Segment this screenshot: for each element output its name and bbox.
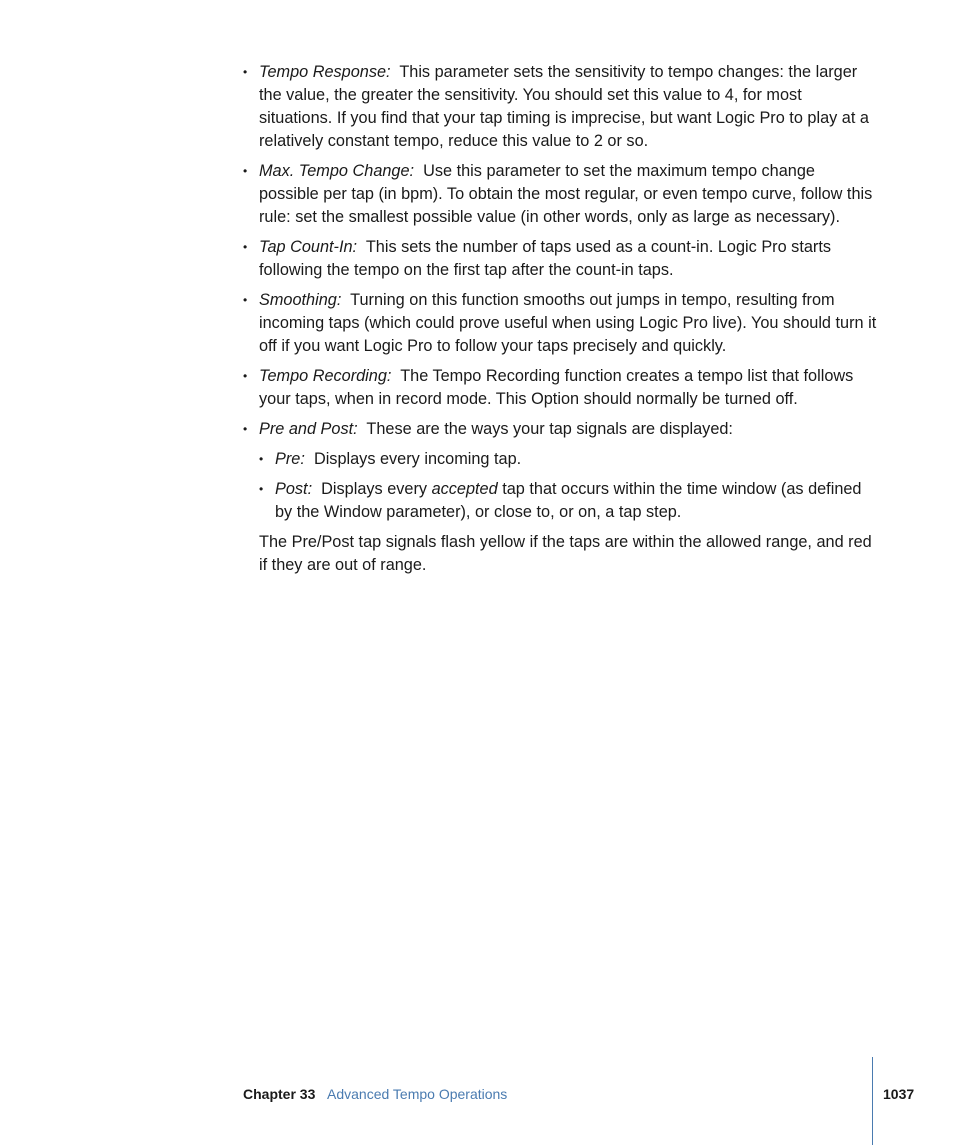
term-description: Use this parameter to set the maximum tempo change possible per tap (in bpm). To obtain the most regular, or even tempo curve, follow this rule: set the smallest possible value (in other words, only as large as necessary). [259, 162, 873, 226]
list-item-tempo-response [243, 61, 879, 153]
term-description: Displays every incoming tap. [313, 450, 522, 468]
term-label: Smoothing: [259, 291, 342, 309]
footer-divider [872, 1057, 873, 1145]
sub-item-post [259, 478, 879, 524]
page-body [243, 61, 879, 577]
page-number: 1037 [883, 1086, 915, 1102]
term-label: Pre: [275, 450, 305, 468]
term-label: Pre and Post: [259, 420, 358, 438]
term-label: Tap Count-In: [259, 238, 358, 256]
parameter-list [243, 61, 879, 524]
term-label: Post: [275, 480, 313, 498]
footer-chapter-label: Chapter 33 [243, 1086, 316, 1102]
term-label: Tempo Recording: [259, 367, 392, 385]
list-item-smoothing [243, 289, 879, 358]
term-description-end: tap that occurs within the time window (as defined by the Window parameter), or close to, or on, a tap step. [275, 480, 862, 521]
closing-paragraph: The Pre/Post tap signals flash yellow if the taps are within the allowed range, and red if they are out of range. [259, 533, 872, 574]
term-label: Max. Tempo Change: [259, 162, 415, 180]
term-label: Tempo Response: [259, 63, 391, 81]
footer-chapter-title: Advanced Tempo Operations [327, 1086, 508, 1102]
list-item-tempo-recording [243, 365, 879, 411]
list-item-tap-count-in [243, 236, 879, 282]
term-description-start: Displays every [321, 480, 428, 498]
term-description: Turning on this function smooths out jumps in tempo, resulting from incoming taps (which could prove useful when using Logic Pro live). You should turn it off if you want Logic Pro to follow your taps precisely and quickly. [259, 291, 877, 355]
sub-list [259, 448, 879, 524]
emphasis-text: accepted [431, 480, 498, 498]
term-description: This parameter sets the sensitivity to tempo changes: the larger the value, the greater the sensitivity. You should set this value to 4, for most situations. If you find that your tap timing is imprecise, but want Logic Pro to play at a relatively constant tempo, reduce this value to 2 or so. [259, 63, 869, 150]
term-description: This sets the number of taps used as a count-in. Logic Pro starts following the tempo on the first tap after the count-in taps. [259, 238, 831, 279]
list-item-pre-and-post [243, 418, 879, 524]
sub-item-pre [259, 448, 879, 471]
term-description: The Tempo Recording function creates a tempo list that follows your taps, when in record mode. This Option should normally be turned off. [259, 367, 854, 408]
term-description: These are the ways your tap signals are displayed: [366, 420, 733, 438]
list-item-max-tempo-change [243, 160, 879, 229]
